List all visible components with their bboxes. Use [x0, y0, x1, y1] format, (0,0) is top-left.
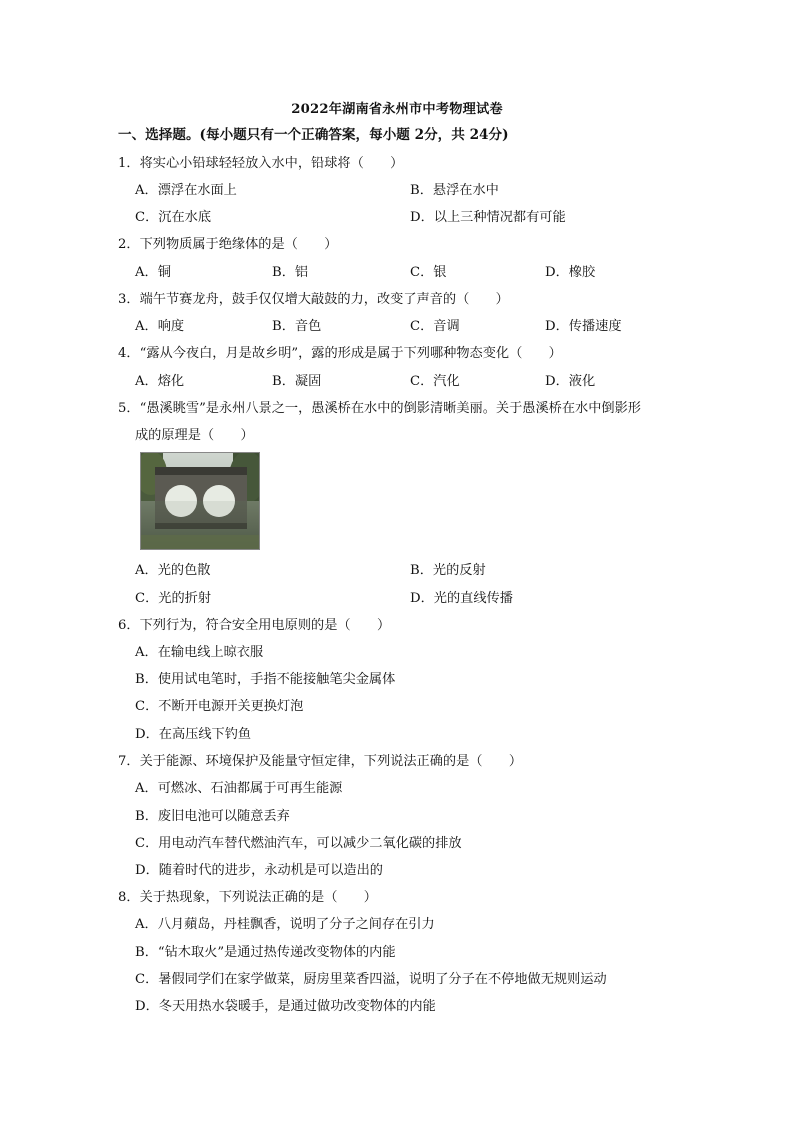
page-title: 2022年湖南省永州市中考物理试卷	[291, 102, 503, 117]
question-5-stem: 5．“愚溪眺雪”是永州八景之一，愚溪桥在水中的倒影清晰美丽。关于愚溪桥在水中倒影形	[118, 401, 641, 416]
question-1-option-c: C．沉在水底	[135, 210, 212, 225]
question-6-option-c: C．不断开电源开关更换灯泡	[135, 699, 304, 714]
question-8-option-d: D．冬天用热水袋暖手，是通过做功改变物体的内能	[135, 999, 436, 1014]
question-4-option-a: A．熔化	[135, 374, 185, 389]
question-4-option-b: B．凝固	[272, 374, 322, 389]
question-5-option-d: D．光的直线传播	[410, 591, 513, 606]
question-1-option-b: B．悬浮在水中	[410, 183, 499, 198]
question-4-option-d: D．液化	[545, 374, 596, 389]
bridge-reflection-photo	[140, 452, 260, 550]
question-1-stem: 1．将实心小铅球轻轻放入水中，铅球将（ ）	[118, 156, 404, 171]
question-7-option-b: B．废旧电池可以随意丢弃	[135, 809, 290, 824]
question-6-option-d: D．在高压线下钓鱼	[135, 727, 252, 742]
question-4-stem: 4．“露从今夜白，月是故乡明”，露的形成是属于下列哪种物态变化（ ）	[118, 346, 562, 361]
bridge-reflection-image	[141, 453, 259, 549]
question-3-option-c: C．音调	[410, 319, 460, 334]
question-5-option-a: A．光的色散	[135, 563, 211, 578]
question-7-stem: 7．关于能源、环境保护及能量守恒定律，下列说法正确的是（ ）	[118, 754, 523, 769]
question-5-option-c: C．光的折射	[135, 591, 212, 606]
question-6-option-b: B．使用试电笔时，手指不能接触笔尖金属体	[135, 672, 396, 687]
question-7-option-a: A．可燃冰、石油都属于可再生能源	[135, 781, 343, 796]
question-8-option-c: C．暑假同学们在家学做菜，厨房里菜香四溢，说明了分子在不停地做无规则运动	[135, 972, 607, 987]
question-2-option-b: B．铝	[272, 265, 309, 280]
section-heading: 一、选择题。(每小题只有一个正确答案，每小题 2分，共 24分)	[118, 127, 509, 143]
question-8-option-a: A．八月蘋岛，丹桂飘香，说明了分子之间存在引力	[135, 917, 435, 932]
question-7-option-d: D．随着时代的进步，永动机是可以造出的	[135, 863, 383, 878]
question-6-option-a: A．在输电线上晾衣服	[135, 645, 264, 660]
question-2-option-a: A．铜	[135, 265, 171, 280]
question-6-stem: 6．下列行为，符合安全用电原则的是（ ）	[118, 618, 391, 633]
question-4-option-c: C．汽化	[410, 374, 460, 389]
question-8-option-b: B．“钻木取火”是通过热传递改变物体的内能	[135, 945, 396, 960]
question-3-stem: 3．端午节赛龙舟，鼓手仅仅增大敲鼓的力，改变了声音的（ ）	[118, 292, 509, 307]
question-1-option-d: D．以上三种情况都有可能	[410, 210, 566, 225]
question-3-option-d: D．传播速度	[545, 319, 622, 334]
question-8-stem: 8．关于热现象，下列说法正确的是（ ）	[118, 890, 377, 905]
question-2-option-c: C．银	[410, 265, 447, 280]
question-2-stem: 2．下列物质属于绝缘体的是（ ）	[118, 237, 338, 252]
question-3-option-a: A．响度	[135, 319, 185, 334]
question-5-option-b: B．光的反射	[410, 563, 486, 578]
question-7-option-c: C．用电动汽车替代燃油汽车，可以减少二氧化碳的排放	[135, 836, 462, 851]
question-5-stem-continued: 成的原理是（ ）	[135, 428, 254, 443]
question-2-option-d: D．橡胶	[545, 265, 596, 280]
question-3-option-b: B．音色	[272, 319, 322, 334]
question-1-option-a: A．漂浮在水面上	[135, 183, 237, 198]
